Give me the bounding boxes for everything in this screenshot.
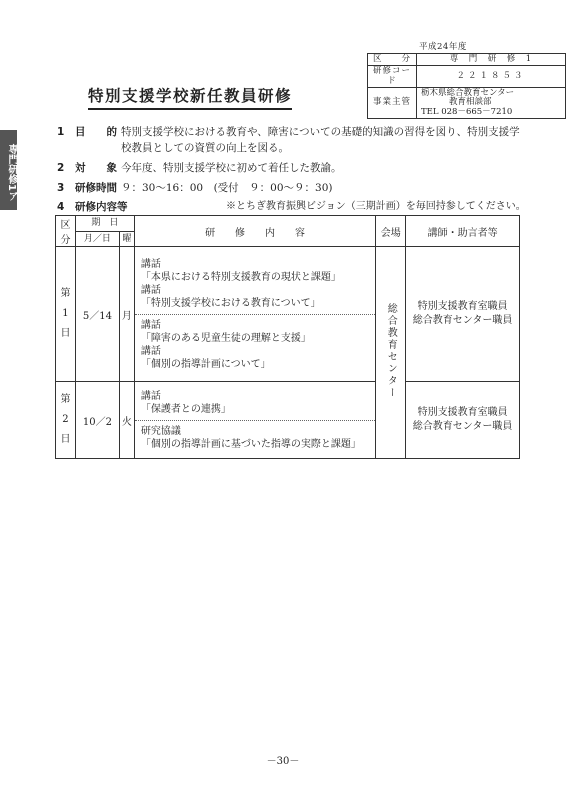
topic-line: 講話 [140, 284, 161, 296]
session-topics [134, 247, 375, 382]
session-date: 5／14 [75, 247, 119, 382]
item-number: 4 [57, 201, 65, 213]
info-value: 専 門 研 修 1 [417, 54, 566, 66]
topic-line: 「個別の指導計画について」 [140, 358, 271, 370]
item-purpose-text [121, 124, 523, 156]
item-number: 2 [57, 162, 65, 174]
item-time-text: ９：30～16：00 (受付 ９：00～９：30) [121, 182, 333, 194]
info-key: 区 分 [368, 54, 417, 66]
topic-line: 「個別の指導計画に基づいた指導の実際と課題」 [140, 438, 361, 450]
instructor-line: 特別支援教育室職員 [417, 301, 508, 312]
side-tab: 専門研修1ア [0, 130, 17, 210]
topic-line: 「特別支援学校における教育について」 [140, 297, 321, 309]
item-number: 1 [57, 126, 65, 138]
topic-line: 研究協議 [140, 425, 181, 437]
item-number: 3 [57, 182, 65, 194]
header-kijitsu: 期 日 [75, 216, 134, 232]
text-line: 特別支援学校における教育や、障害についての基礎的知識の習得を図り、特別支援学 [121, 126, 520, 138]
course-info-box [367, 53, 566, 119]
item-label: 目 的 [75, 126, 117, 138]
dotted-divider [135, 420, 375, 421]
header-day: 曜 [119, 231, 134, 247]
topic-line: 講話 [140, 319, 161, 331]
info-value: ２２１８５３ [417, 66, 566, 88]
session-label [56, 247, 76, 382]
info-key: 研修コード [368, 66, 417, 88]
session-instructor [406, 247, 520, 382]
info-contact [417, 88, 566, 119]
session-char: 第 [60, 288, 71, 299]
item-purpose [57, 124, 117, 140]
info-contact-line: 栃木県総合教育センター [421, 88, 515, 99]
item-target-text: 今年度、特別支援学校に初めて着任した教諭。 [121, 162, 342, 174]
instructor-line: 総合教育センター職員 [412, 315, 513, 326]
header-date: 月／日 [75, 231, 119, 247]
session-topics [134, 382, 375, 459]
session-day: 月 [119, 247, 134, 382]
info-contact-line: TEL 028－665－7210 [421, 106, 513, 117]
session-label [56, 382, 76, 459]
text-line: 校教員としての資質の向上を図る。 [121, 142, 289, 154]
info-key: 事業主管 [368, 88, 417, 119]
session-char: 日 [60, 328, 71, 339]
table-row [56, 247, 520, 382]
page-title: 特別支援学校新任教員研修 [88, 84, 292, 110]
topic-line: 講話 [140, 345, 161, 357]
item-label: 対 象 [75, 162, 117, 174]
topic-line: 「本県における特別支援教育の現状と課題」 [140, 271, 341, 283]
fiscal-year: 平成24年度 [419, 42, 467, 52]
table-row [56, 382, 520, 459]
header-venue: 会場 [376, 216, 406, 247]
page-number: －30－ [266, 756, 300, 767]
dotted-divider [135, 314, 375, 315]
session-day: 火 [119, 382, 134, 459]
header-kubun: 区分 [56, 216, 76, 247]
header-content: 研 修 内 容 [134, 216, 375, 247]
topic-line: 「障害のある児童生徒の理解と支援」 [140, 332, 311, 344]
info-contact-line: 教育相談部 [449, 97, 492, 108]
session-instructor [406, 382, 520, 459]
schedule-table [55, 215, 520, 459]
instructor-line: 総合教育センター職員 [412, 421, 513, 432]
topic-line: 講話 [140, 390, 161, 402]
venue-cell [376, 247, 406, 459]
topic-line: 「保護者との連携」 [140, 403, 231, 415]
session-char: 第 [60, 394, 71, 405]
instructor-line: 特別支援教育室職員 [417, 407, 508, 418]
item-label: 研修時間 [75, 182, 117, 194]
session-date: 10／2 [75, 382, 119, 459]
header-instructor: 講師・助言者等 [406, 216, 520, 247]
topic-line: 講話 [140, 258, 161, 270]
item-label: 研修内容等 [75, 201, 128, 213]
session-char: 日 [60, 434, 71, 445]
venue-text: 総合教育センター [385, 303, 397, 399]
item-target [57, 160, 117, 176]
session-char: 2 [62, 414, 69, 425]
item-content [57, 199, 128, 215]
item-content-note: ※とちぎ教育振興ビジョン（三期計画）を毎回持参してください。 [226, 201, 526, 212]
item-time [57, 180, 117, 196]
session-char: 1 [62, 308, 69, 319]
